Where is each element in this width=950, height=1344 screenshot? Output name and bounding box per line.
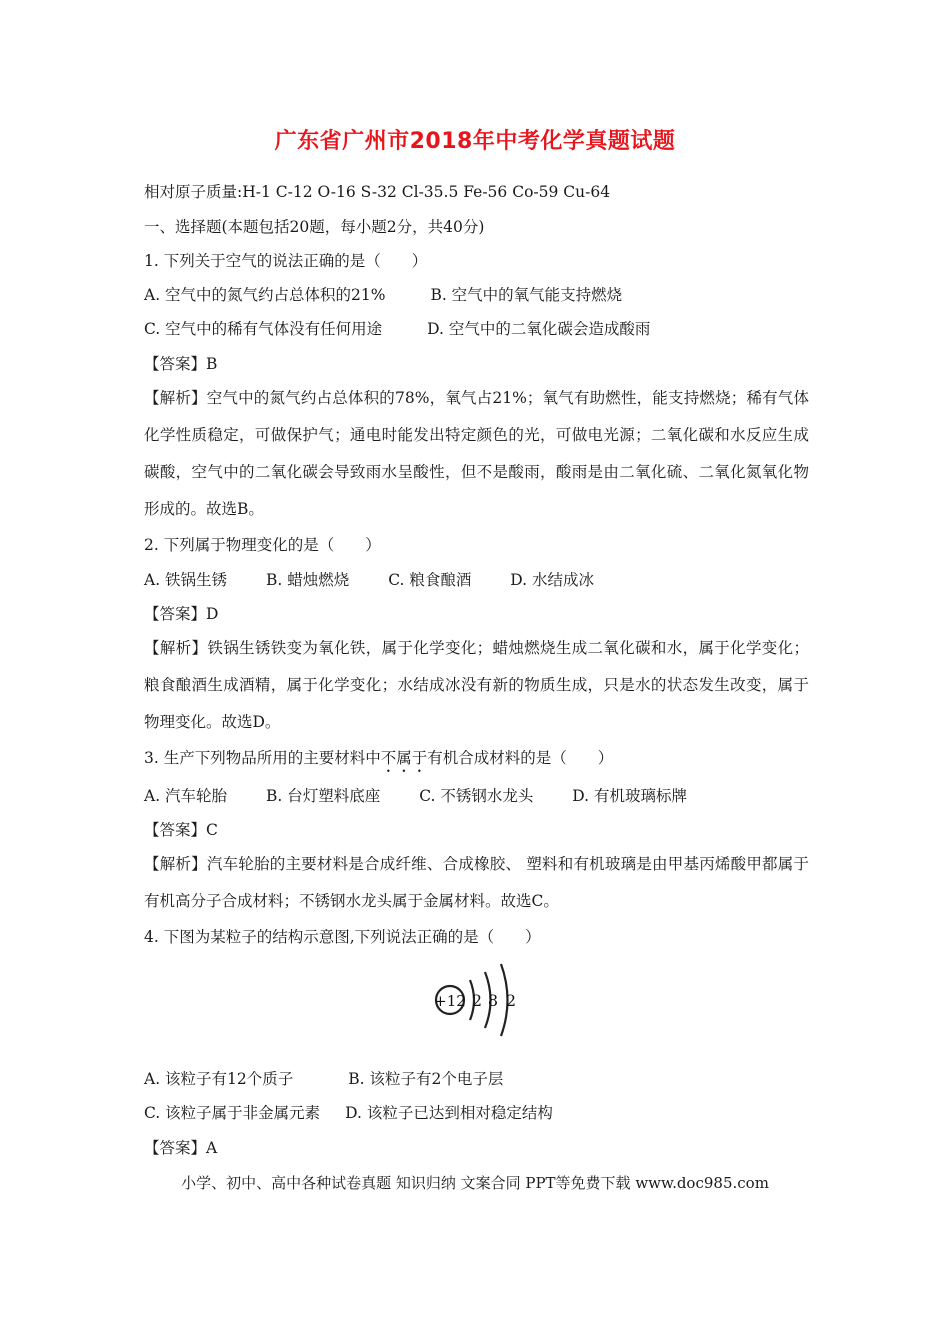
q3-option-d: D. 有机玻璃标牌	[572, 787, 688, 805]
q1-option-b: B. 空气中的氧气能支持燃烧	[430, 286, 623, 304]
q4-option-a: A. 该粒子有12个质子	[144, 1070, 294, 1088]
q2-option-b: B. 蜡烛燃烧	[266, 571, 350, 589]
q1-option-a: A. 空气中的氮气约占总体积的21%	[144, 286, 386, 304]
q1-option-d: D. 空气中的二氧化碳会造成酸雨	[427, 320, 651, 338]
q3-options	[144, 786, 687, 806]
particle-structure-diagram	[430, 960, 520, 1040]
shell-3-electrons: 2	[505, 991, 517, 1010]
q4-answer: 【答案】A	[144, 1139, 218, 1157]
q3-stem	[144, 748, 613, 776]
q3-option-b: B. 台灯塑料底座	[266, 787, 381, 805]
q3-option-a: A. 汽车轮胎	[144, 787, 228, 805]
q3-stem-post: 有机合成材料的是（ ）	[427, 749, 614, 767]
q3-stem-emphasis: 不属于	[380, 749, 428, 767]
shell-1-electrons: 2	[471, 991, 483, 1010]
q4-option-b: B. 该粒子有2个电子层	[348, 1070, 504, 1088]
page-footer: 小学、初中、高中各种试卷真题 知识归纳 文案合同 PPT等免费下载 www.doc985.com	[181, 1174, 769, 1192]
q1-stem: 1. 下列关于空气的说法正确的是（ ）	[144, 252, 428, 270]
q1-analysis: 【解析】空气中的氮气约占总体积的78%，氧气占21%；氧气有助燃性，能支持燃烧；稀有气体化学性质稳定，可做保护气；通电时能发出特定颜色的光，可做电光源；二氧化碳和水反应生成碳酸，空气中的二氧化碳会导致雨水呈酸性，但不是酸雨，酸雨是由二氧化硫、二氧化氮氧化物形成的。故选B。	[144, 389, 809, 518]
q3-stem-pre: 3. 生产下列物品所用的主要材料中	[144, 749, 381, 767]
q2-option-c: C. 粮食酿酒	[388, 571, 472, 589]
q1-answer: 【答案】B	[144, 355, 218, 373]
q4-option-d: D. 该粒子已达到相对稳定结构	[345, 1104, 553, 1122]
q3-option-c: C. 不锈钢水龙头	[419, 787, 534, 805]
q1-options-ab	[144, 285, 622, 305]
q2-option-d: D. 水结成冰	[510, 571, 595, 589]
page-title: 广东省广州市2018年中考化学真题试题	[274, 129, 676, 154]
q4-option-c: C. 该粒子属于非金属元素	[144, 1104, 321, 1122]
q4-options-cd	[144, 1103, 553, 1123]
q4-options-ab	[144, 1069, 503, 1089]
q2-options	[144, 570, 594, 590]
q1-options-cd	[144, 319, 650, 339]
q4-stem: 4. 下图为某粒子的结构示意图,下列说法正确的是（ ）	[144, 928, 541, 946]
atomic-masses: 相对原子质量:H-1 C-12 O-16 S-32 Cl-35.5 Fe-56 Co-59 Cu-64	[144, 183, 611, 201]
shell-2-electrons: 8	[487, 991, 499, 1010]
q3-answer: 【答案】C	[144, 821, 218, 839]
q2-answer: 【答案】D	[144, 605, 219, 623]
nucleus-charge: +12	[434, 992, 466, 1010]
q1-option-c: C. 空气中的稀有气体没有任何用途	[144, 320, 383, 338]
q2-analysis: 【解析】铁锅生锈铁变为氧化铁，属于化学变化；蜡烛燃烧生成二氧化碳和水，属于化学变化；粮食酿酒生成酒精，属于化学变化；水结成冰没有新的物质生成，只是水的状态发生改变，属于物理变化。故选D。	[144, 639, 809, 731]
section-header: 一、选择题(本题包括20题，每小题2分，共40分)	[144, 218, 485, 236]
q2-option-a: A. 铁锅生锈	[144, 571, 228, 589]
q3-analysis: 【解析】汽车轮胎的主要材料是合成纤维、合成橡胶、 塑料和有机玻璃是由甲基丙烯酸甲都属于有机高分子合成材料；不锈钢水龙头属于金属材料。故选C。	[144, 855, 809, 910]
q2-stem: 2. 下列属于物理变化的是（ ）	[144, 536, 381, 554]
